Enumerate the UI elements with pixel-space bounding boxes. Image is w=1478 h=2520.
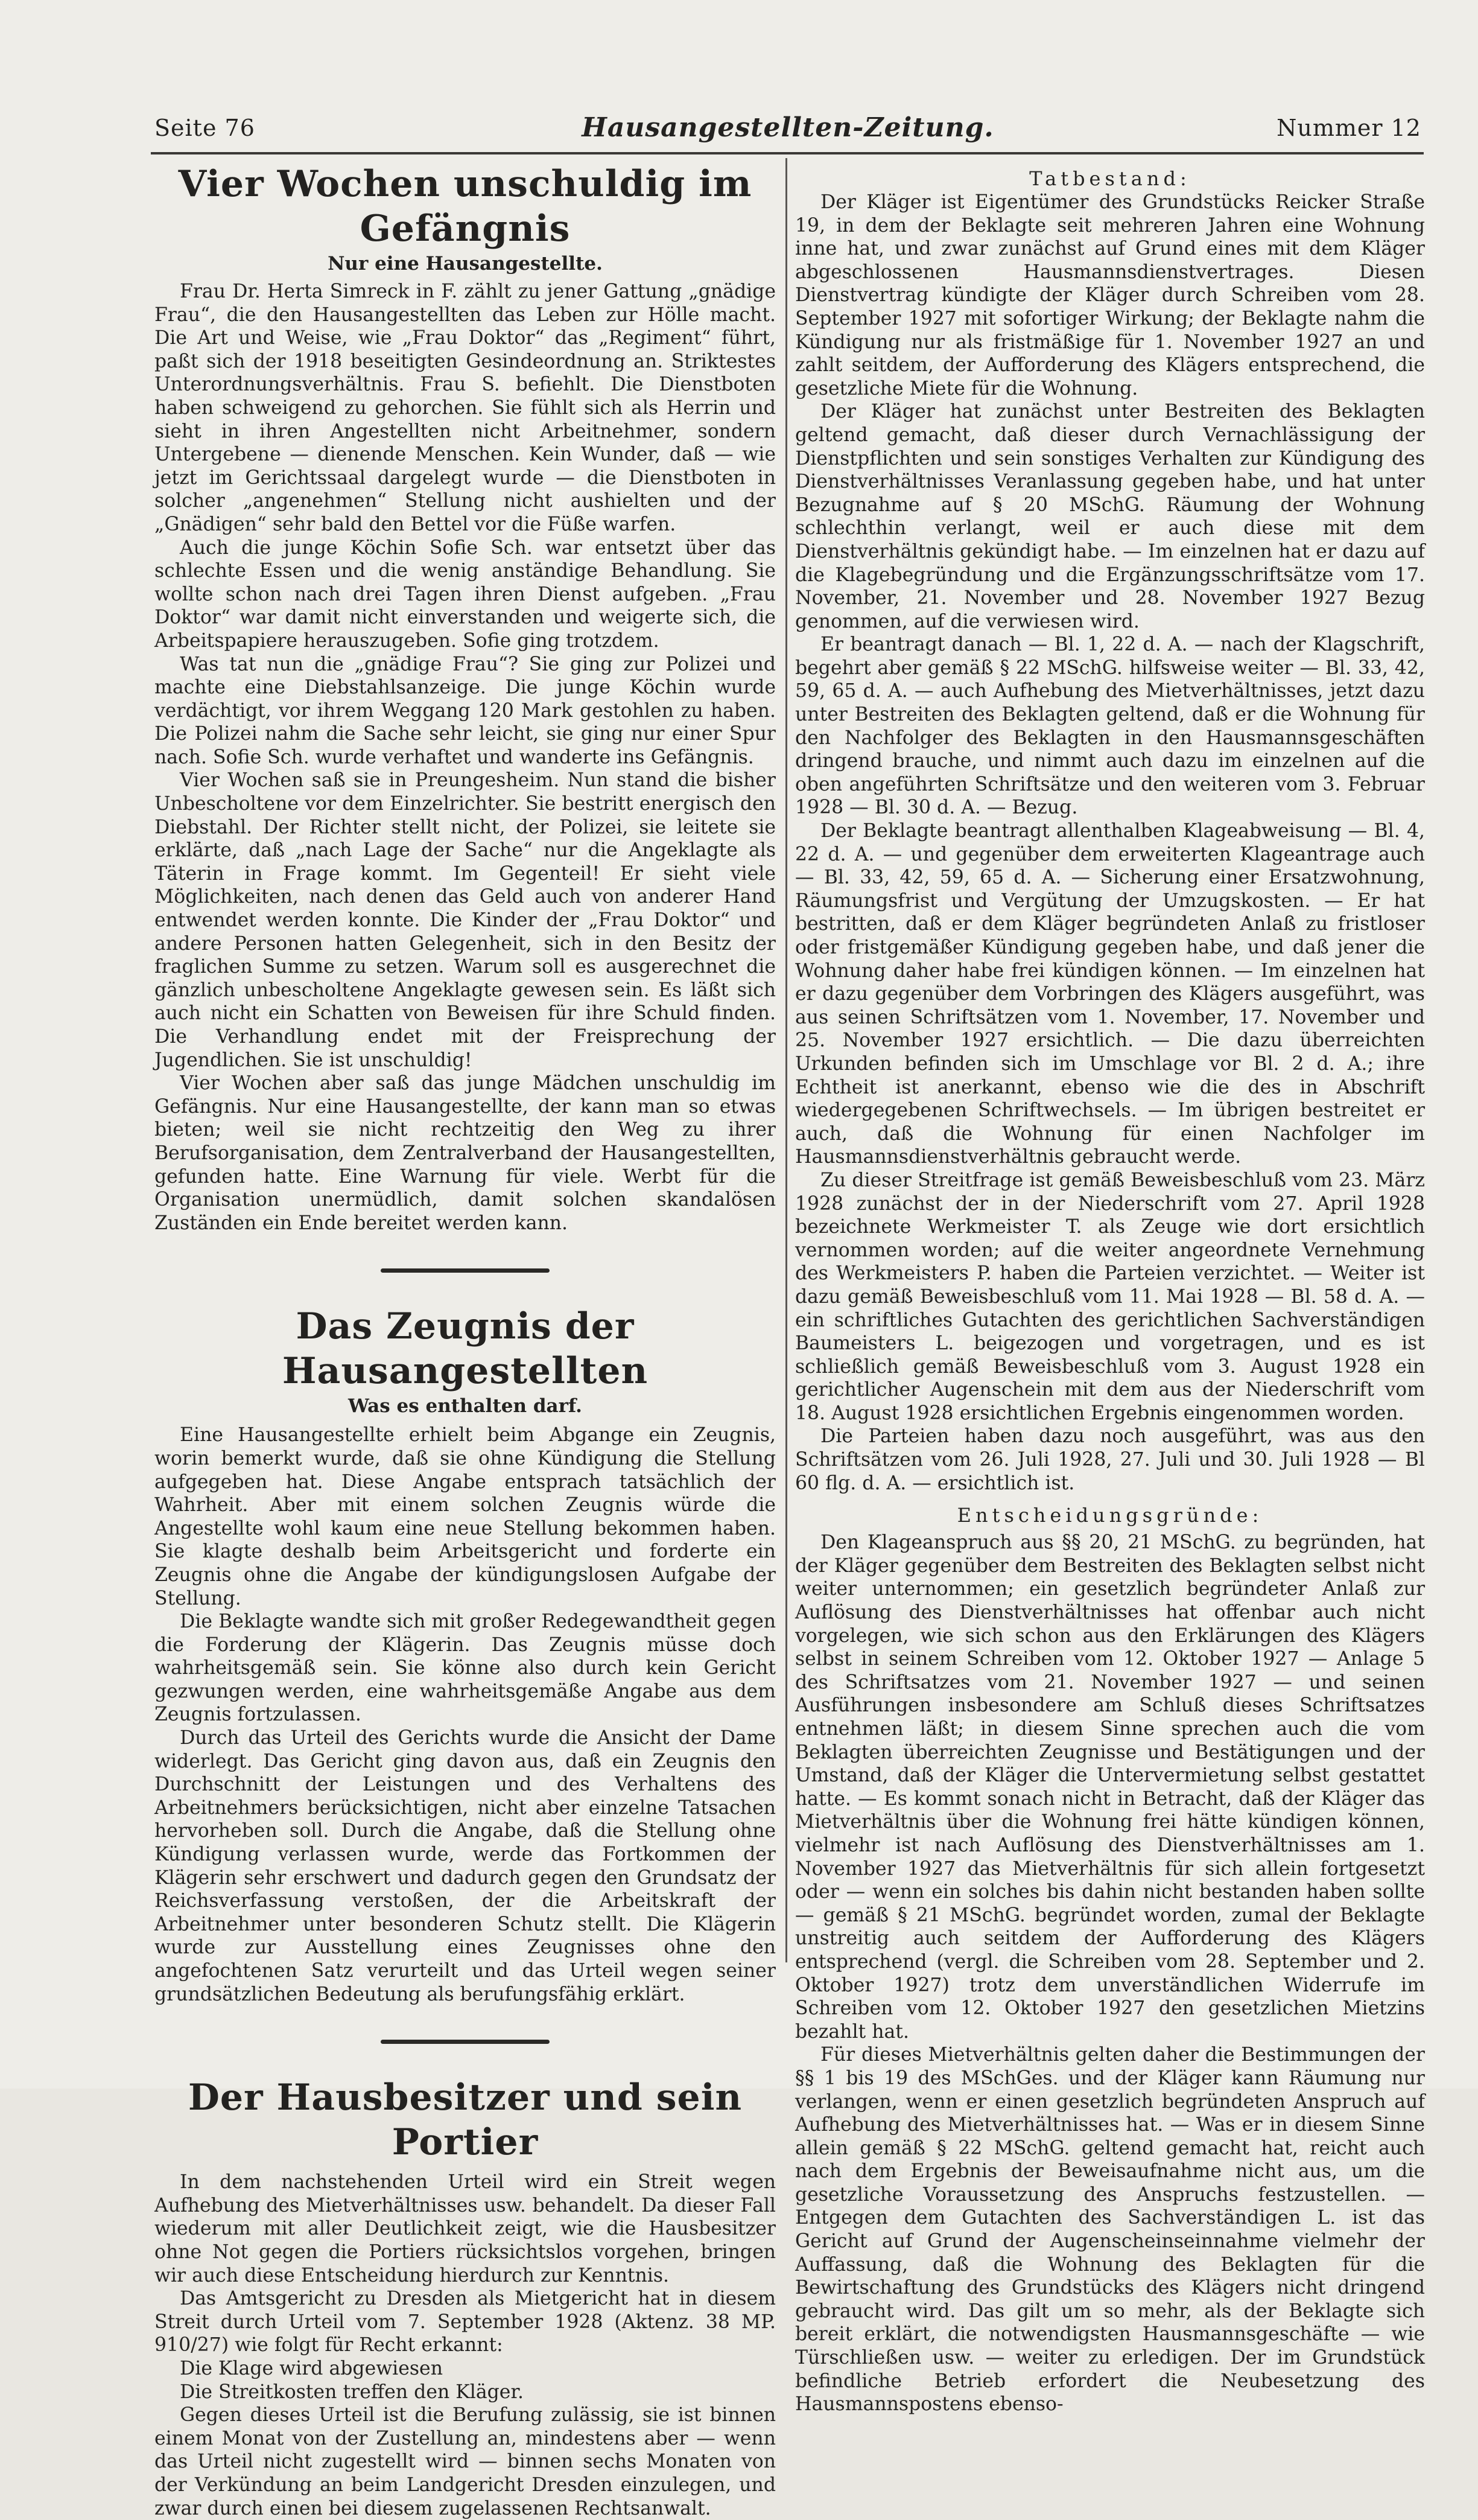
separator-ornament — [381, 2040, 550, 2044]
right-column — [795, 162, 1425, 2416]
header-rule — [151, 152, 1424, 154]
paragraph: Vier Wochen aber saß das junge Mädchen unschuldig im Gefängnis. Nur eine Hausangestellte, der kann man so etwas bieten; weil sie nicht rechtzeitig den Weg zu ihrer Berufsorganisation, dem Zentralverband der Hausangestellten, gefunden hatte. Eine Warnung für viele. Werbt für die Organisation unermüdlich, damit solchen skandalösen Zuständen ein Ende bereitet werden kann. — [154, 1072, 776, 1234]
page-header — [154, 112, 1421, 151]
section-heading-gruende: Entscheidungsgründe: — [957, 1504, 1263, 1527]
paragraph: Der Kläger hat zunächst unter Bestreiten des Beklagten geltend gemacht, daß dieser durch Vernachlässigung der Dienstpflichten und sein sonstiges Verhalten zur Kündigung des Dienstverhältnisses Veranlassung gegeben habe, und hat unter Bezugnahme auf § 20 MSchG. Räumung der Wohnung schlechthin verlangt, weil er auch diese mit dem Dienstverhältnis gekündigt habe. — Im einzelnen hat er dazu auf die Klagebegründung und die Ergänzungsschriftsätze vom 17. November, 21. November und 28. November 1927 Bezug genommen, auf die verwiesen wird. — [795, 401, 1425, 632]
paragraph: Die Beklagte wandte sich mit großer Redegewandtheit gegen die Forderung der Klägerin. Das Zeugnis müsse doch wahrheitsgemäß sein. Sie könne also durch kein Gericht gezwungen werden, eine wahrheitsgemäße Angabe aus dem Zeugnis fortzulassen. — [154, 1611, 776, 1726]
paragraph: Er beantragt danach — Bl. 1, 22 d. A. — nach der Klagschrift, begehrt aber gemäß § 22 MSchG. hilfsweise weiter — Bl. 33, 42, 59, 65 d. A. — auch Aufhebung des Mietverhältnisses, jetzt dazu unter Bestreiten des Beklagten geltend, daß er die Wohnung für den Nachfolger des Beklagten in den Hausmannsgeschäften dringend brauche, und nimmt auch dazu im einzelnen auf die oben angeführten Schriftsätze und den weiteren vom 3. Februar 1928 — Bl. 30 d. A. — Bezug. — [795, 634, 1425, 819]
paragraph: Die Parteien haben dazu noch ausgeführt, was aus den Schriftsätzen vom 26. Juli 1928, 27. Juli und 30. Juli 1928 — Bl 60 flg. d. A. — ersichtlich ist. — [795, 1425, 1425, 1494]
paragraph: Für dieses Mietverhältnis gelten daher die Bestimmungen der §§ 1 bis 19 des MSchGes. und der Kläger kann Räumung nur verlangen, wenn er einen gesetzlich begründeten Anspruch auf Aufhebung des Mietverhältnisses hat. — Was er in diesem Sinne allein gemäß § 22 MSchG. geltend gemacht hat, reicht auch nach dem Ergebnis der Beweisaufnahme nicht aus, um die gesetzliche Voraussetzung des Anspruchs festzustellen. — Entgegen dem Gutachten des Sachverständigen L. ist das Gericht auf Grund der Augenscheinseinnahme vielmehr der Auffassung, daß die Wohnung des Beklagten für die Bewirtschaftung des Grundstücks des Klägers nicht dringend gebraucht wird. Das gilt um so mehr, als der Beklagte sich bereit erklärt, die notwendigsten Hausmannsgeschäfte — wie Türschließen usw. — weiter zu erledigen. Der im Grundstück befindliche Betrieb erfordert die Neubesetzung des Hausmannspostens ebenso- — [795, 2044, 1425, 2416]
left-column — [154, 162, 776, 2520]
paragraph: Eine Hausangestellte erhielt beim Abgange ein Zeugnis, worin bemerkt wurde, daß sie ohne Kündigung die Stellung aufgegeben hat. Diese Angabe entsprach tatsächlich der Wahrheit. Aber mit einem solchen Zeugnis würde die Angestellte wohl kaum eine neue Stellung bekommen haben. Sie klagte deshalb beim Arbeitsgericht und forderte ein Zeugnis ohne die Angabe der kündigungslosen Aufgabe der Stellung. — [154, 1424, 776, 1609]
separator-ornament — [381, 1268, 550, 1273]
article-title-3: Der Hausbesitzer und sein Portier — [188, 2076, 743, 2164]
article-title-2: Das Zeugnis der Hausangestellten — [282, 1305, 649, 1393]
paragraph: Durch das Urteil des Gerichts wurde die Ansicht der Dame widerlegt. Das Gericht ging davon aus, daß ein Zeugnis den Durchschnitt der Leistungen und des Verhaltens des Arbeitnehmers berücksichtigen, nicht aber einzelne Tatsachen hervorheben soll. Durch die Angabe, daß die Stellung ohne Kündigung verlassen wurde, werde das Fortkommen der Klägerin sehr erschwert und dadurch gegen den Grundsatz der Reichsverfassung verstoßen, der die Arbeitskraft der Arbeitnehmer unter besonderen Schutz stellt. Die Klägerin wurde zur Ausstellung eines Zeugnisses ohne den angefochtenen Satz verurteilt und das Urteil wegen seiner grundsätzlichen Bedeutung als berufungsfähig erklärt. — [154, 1727, 776, 2005]
paragraph: Auch die junge Köchin Sofie Sch. war entsetzt über das schlechte Essen und die wenig anständige Behandlung. Sie wollte schon nach drei Tagen ihren Dienst aufgeben. „Frau Doktor“ war damit nicht einverstanden und weigerte sich, die Arbeitspapiere herauszugeben. Sofie ging trotzdem. — [154, 536, 776, 652]
section-heading-tatbestand: Tatbestand: — [1029, 167, 1191, 190]
paragraph: Der Kläger ist Eigentümer des Grundstücks Reicker Straße 19, in dem der Beklagte seit mehreren Jahren eine Wohnung inne hat, und zwar zunächst auf Grund eines mit dem Kläger abgeschlossenen Hausmannsdienstvertrages. Diesen Dienstvertrag kündigte der Kläger durch Schreiben vom 28. September 1927 mit sofortiger Wirkung; der Beklagte nahm die Kündigung nur als fristmäßige für 1. November 1927 an und zahlt seitdem, der Aufforderung des Klägers entsprechend, die gesetzliche Miete für die Wohnung. — [795, 191, 1425, 399]
issue-number: Nummer 12 — [1277, 115, 1421, 141]
paragraph: Was tat nun die „gnädige Frau“? Sie ging zur Polizei und machte eine Diebstahlsanzeige. Die junge Köchin wurde verdächtigt, vor ihrem Weggang 120 Mark gestohlen zu haben. Die Polizei nahm die Sache sehr leicht, sie ging nur einer Spur nach. Sofie Sch. wurde verhaftet und wanderte ins Gefängnis. — [154, 653, 776, 768]
paragraph: Gegen dieses Urteil ist die Berufung zulässig, sie ist binnen einem Monat von der Zustellung an, mindestens aber — wenn das Urteil nicht zugestellt wird — binnen sechs Monaten von der Verkündung an beim Landgericht Dresden einzulegen, und zwar durch einen bei diesem zugelassenen Rechtsanwalt. — [154, 2404, 776, 2519]
paragraph: Die Klage wird abgewiesen — [180, 2357, 443, 2379]
paragraph: Das Amtsgericht zu Dresden als Mietgericht hat in diesem Streit durch Urteil vom 7. September 1928 (Aktenz. 38 MP. 910/27) wie folgt für Recht erkannt: — [154, 2288, 776, 2356]
newspaper-title: Hausangestellten-Zeitung. — [582, 112, 994, 143]
page-number: Seite 76 — [154, 115, 255, 141]
article-title-1: Vier Wochen unschuldig im Gefängnis — [178, 163, 752, 250]
paragraph: Der Beklagte beantragt allenthalben Klageabweisung — Bl. 4, 22 d. A. — und gegenüber dem erweiterten Klageantrage auch — Bl. 33, 42, 59, 65 d. A. — Sicherung einer Ersatzwohnung, Räumungsfrist und Vergütung der Umzugskosten. — Er hat bestritten, daß er dem Kläger begründeten Anlaß zu fristloser oder fristgemäßer Kündigung gegeben habe, und daß jener die Wohnung daher habe frei kündigen können. — Im einzelnen hat er dazu gegenüber dem Vorbringen des Klägers ausgeführt, was aus seinen Schriftsätzen vom 1. November, 17. November und 25. November 1927 ersichtlich. — Die dazu überreichten Urkunden befinden sich im Umschlage vor Bl. 2 d. A.; ihre Echtheit ist anerkannt, ebenso wie die des in Abschrift wiedergegebenen Schriftwechsels. — Im übrigen bestreitet er auch, daß die Wohnung für einen Nachfolger im Hausmannsdienstverhältnis gebraucht werde. — [795, 820, 1425, 1168]
article-subtitle-1: Nur eine Hausangestellte. — [328, 253, 603, 275]
paragraph: Den Klageanspruch aus §§ 20, 21 MSchG. zu begründen, hat der Kläger gegenüber dem Bestreiten des Beklagten selbst nicht weiter unternommen; ein gesetzlich begründeter Anlaß zur Auflösung des Dienstverhältnisses hat offenbar auch nicht vorgelegen, wie sich schon aus den Erklärungen des Klägers selbst in seinem Schreiben vom 12. Oktober 1927 — Anlage 5 des Schriftsatzes vom 21. November 1927 — und seinen Ausführungen insbesondere am Schluß dieses Schriftsatzes entnehmen läßt; in diesem Sinne sprechen auch die vom Beklagten überreichten Zeugnisse und Bestätigungen und der Umstand, daß der Kläger die Untervermietung selbst gestattet hatte. — Es kommt sonach nicht in Betracht, daß der Kläger das Mietverhältnis über die Wohnung frei hätte kündigen können, vielmehr ist nach Auflösung des Dienstverhältnisses am 1. November 1927 das Mietverhältnis für sich allein fortgesetzt oder — wenn ein solches bis dahin nicht bestanden haben sollte — gemäß § 21 MSchG. begründet worden, zumal der Beklagte unstreitig auch seitdem der Aufforderung des Klägers entsprechend (vergl. die Schreiben vom 28. September und 2. Oktober 1927) trotz dem unverständlichen Widerrufe im Schreiben vom 12. Oktober 1927 den gesetzlichen Mietzins bezahlt hat. — [795, 1532, 1425, 2043]
paragraph: In dem nachstehenden Urteil wird ein Streit wegen Aufhebung des Mietverhältnisses usw. behandelt. Da dieser Fall wiederum mit aller Deutlichkeit zeigt, wie die Hausbesitzer ohne Not gegen die Portiers rücksichtslos vorgehen, bringen wir auch diese Entscheidung hierdurch zur Kenntnis. — [154, 2171, 776, 2286]
column-divider — [785, 158, 787, 1962]
paragraph: Zu dieser Streitfrage ist gemäß Beweisbeschluß vom 23. März 1928 zunächst der in der Niederschrift vom 27. April 1928 bezeichnete Werkmeister T. als Zeuge wie dort ersichtlich vernommen worden; auf die weiter angeordnete Vernehmung des Werkmeisters P. haben die Parteien verzichtet. — Weiter ist dazu gemäß Beweisbeschluß vom 11. Mai 1928 — Bl. 58 d. A. — ein schriftliches Gutachten des gerichtlichen Sachverständigen Baumeisters L. beigezogen und vorgetragen, und es ist schließlich gemäß Beweisbeschluß vom 3. August 1928 ein gerichtlicher Augenschein mit dem aus der Niederschrift vom 18. August 1928 ersichtlichen Ergebnis eingenommen worden. — [795, 1169, 1425, 1424]
paragraph: Vier Wochen saß sie in Preungesheim. Nun stand die bisher Unbescholtene vor dem Einzelrichter. Sie bestritt energisch den Diebstahl. Der Richter stellt nicht, der Polizei, sie leitete sie erklärte, daß „nach Lage der Sache“ nur die Angeklagte als Täterin in Frage kommt. Im Gegenteil! Er sieht viele Möglichkeiten, nach denen das Geld auch von anderer Hand entwendet werden konnte. Die Kinder der „Frau Doktor“ und andere Personen hatten Gelegenheit, sich in den Besitz der fraglichen Summe zu setzen. Warum soll es ausgerechnet die gänzlich unbescholtene Angeklagte gewesen sein. Es läßt sich auch nicht ein Schatten von Beweisen für ihre Schuld finden. Die Verhandlung endet mit der Freisprechung der Jugendlichen. Sie ist unschuldig! — [154, 769, 776, 1071]
paragraph: Frau Dr. Herta Simreck in F. zählt zu jener Gattung „gnädige Frau“, die den Hausangestellten das Leben zur Hölle macht. Die Art und Weise, wie „Frau Doktor“ das „Regiment“ führt, paßt sich der 1918 beseitigten Gesindeordnung an. Striktestes Unterordnungsverhältnis. Frau S. befiehlt. Die Dienstboten haben schweigend zu gehorchen. Sie fühlt sich als Herrin und sieht in ihren Angestellten nicht Arbeitnehmer, sondern Untergebene — dienende Menschen. Kein Wunder, daß — wie jetzt im Gerichtssaal dargelegt wurde — die Dienstboten in solcher „angenehmen“ Stellung nicht aushielten und der „Gnädigen“ sehr bald den Bettel vor die Füße warfen. — [154, 281, 776, 535]
paragraph: Die Streitkosten treffen den Kläger. — [180, 2381, 524, 2403]
article-subtitle-2: Was es enthalten darf. — [348, 1395, 582, 1418]
